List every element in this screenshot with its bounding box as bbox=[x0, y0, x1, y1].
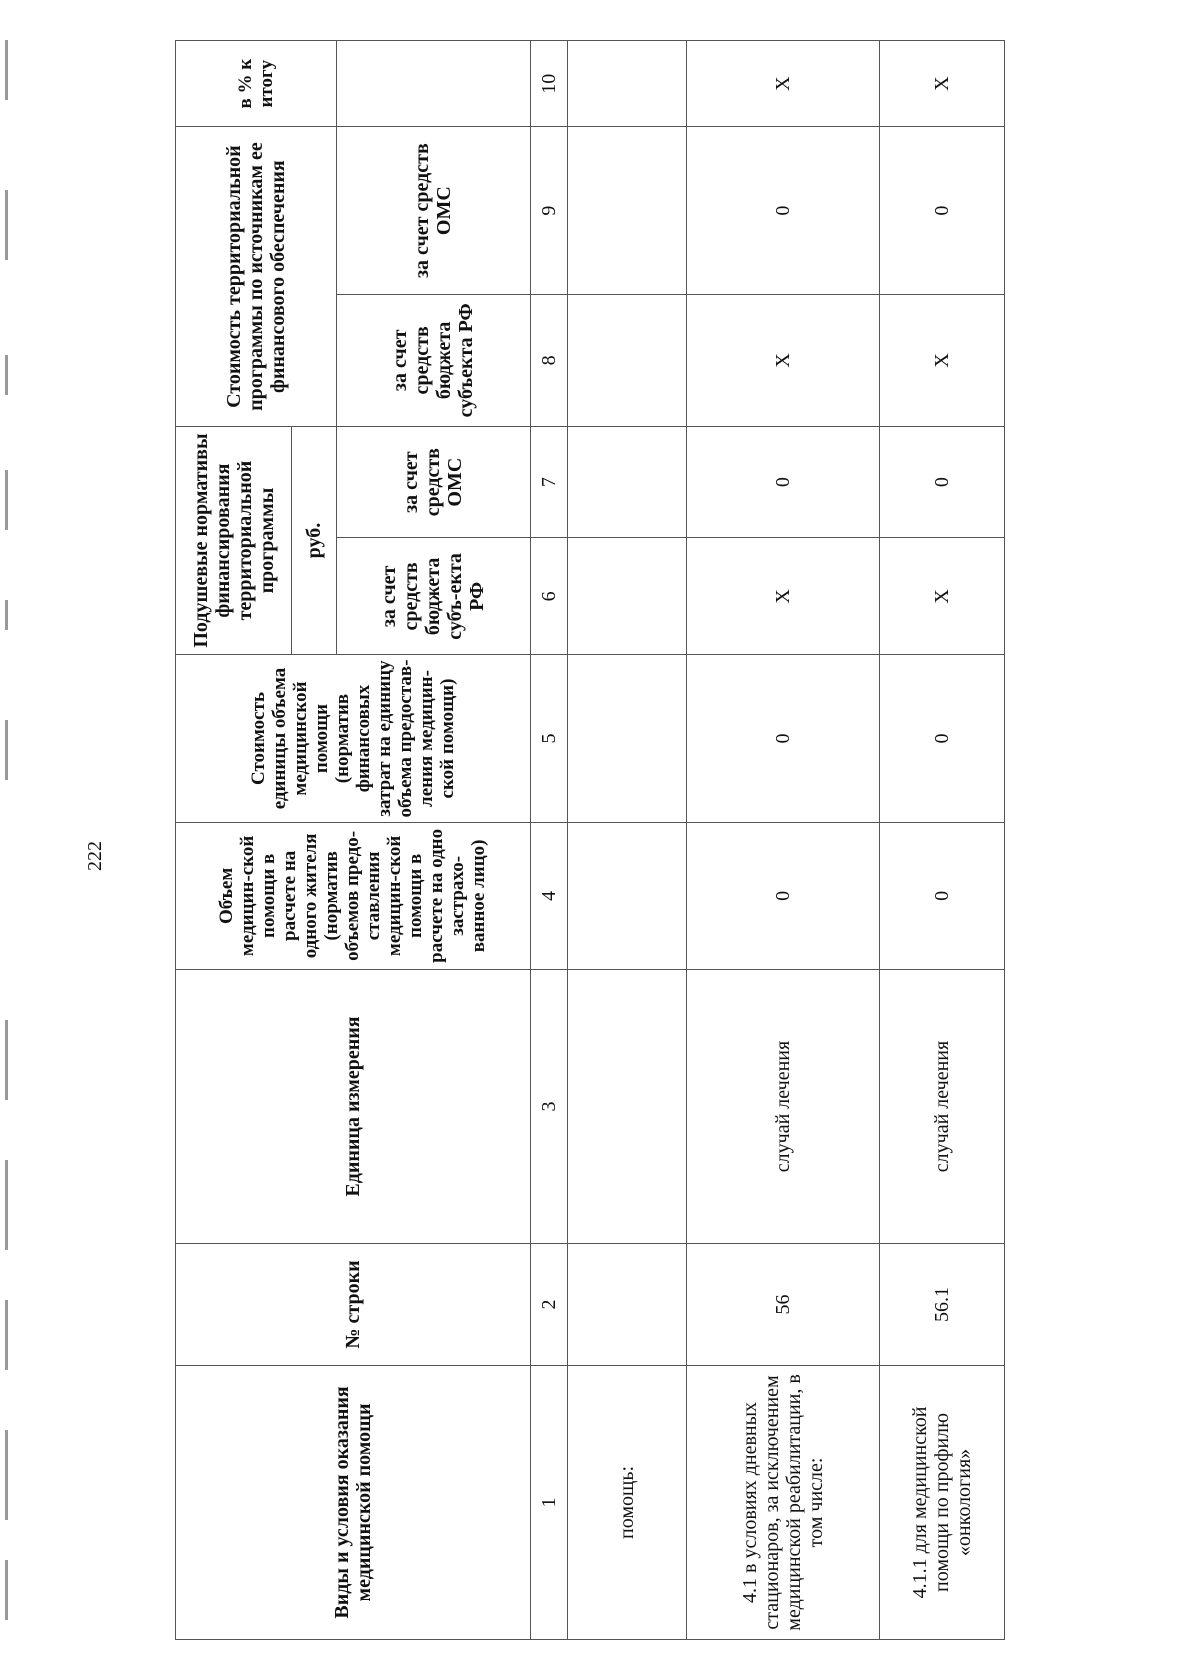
header-oms-rub: за счет средств ОМС bbox=[337, 426, 531, 538]
row-name: помощь: bbox=[568, 1365, 687, 1639]
header-program-cost: Стоимость территориальной программы по источникам ее финансового обеспечения bbox=[176, 127, 337, 426]
header-percent: в % к итогу bbox=[176, 41, 337, 127]
table-row bbox=[686, 41, 880, 1640]
row-name: 4.1.1 для медицинской помощи по профилю «онкология» bbox=[880, 1365, 1005, 1639]
row-budget-thousand bbox=[568, 294, 687, 426]
row-oms-thousand bbox=[568, 127, 687, 295]
row-oms-thousand: 0 bbox=[686, 127, 880, 295]
row-oms-rub: 0 bbox=[880, 426, 1005, 538]
row-oms-rub bbox=[568, 426, 687, 538]
header-unit: Единица измерения bbox=[176, 969, 531, 1243]
column-number: 3 bbox=[530, 969, 567, 1243]
table-row bbox=[880, 41, 1005, 1640]
row-budget-rub: X bbox=[880, 538, 1005, 655]
header-budget-thousand: за счет средств бюджета субъекта РФ bbox=[337, 294, 531, 426]
column-number: 9 bbox=[530, 127, 567, 295]
column-number: 6 bbox=[530, 538, 567, 655]
row-oms-thousand: 0 bbox=[880, 127, 1005, 295]
row-budget-thousand: X bbox=[686, 294, 880, 426]
page-number: 222 bbox=[84, 841, 106, 871]
row-number: 56.1 bbox=[880, 1244, 1005, 1366]
row-volume: 0 bbox=[880, 822, 1005, 969]
row-name: 4.1 в условиях дневных стационаров, за исключением медицинской реабилитации, в том числе: bbox=[686, 1365, 880, 1639]
row-volume: 0 bbox=[686, 822, 880, 969]
column-number: 7 bbox=[530, 426, 567, 538]
header-rub: руб. bbox=[292, 426, 337, 654]
column-number: 8 bbox=[530, 294, 567, 426]
row-cost bbox=[568, 655, 687, 823]
row-percent: X bbox=[880, 41, 1005, 127]
table-stage bbox=[175, 40, 1005, 1640]
row-unit bbox=[568, 969, 687, 1243]
header-per-capita: Подушевые нормативы финансирования территориальной программы bbox=[176, 426, 292, 654]
row-budget-thousand: X bbox=[880, 294, 1005, 426]
row-unit: случай лечения bbox=[686, 969, 880, 1243]
row-number: 56 bbox=[686, 1244, 880, 1366]
column-number: 2 bbox=[530, 1244, 567, 1366]
row-cost: 0 bbox=[686, 655, 880, 823]
table-row bbox=[568, 41, 687, 1640]
scan-edge-marks bbox=[2, 0, 12, 1661]
row-budget-rub bbox=[568, 538, 687, 655]
header-budget-rub: за счет средств бюджета субъ-екта РФ bbox=[337, 538, 531, 655]
column-number: 5 bbox=[530, 655, 567, 823]
header-oms-thousand: за счет средств ОМС bbox=[337, 127, 531, 295]
row-oms-rub: 0 bbox=[686, 426, 880, 538]
row-percent bbox=[568, 41, 687, 127]
financing-table bbox=[175, 40, 1005, 1640]
row-percent: X bbox=[686, 41, 880, 127]
row-number bbox=[568, 1244, 687, 1366]
header-row-no: № строки bbox=[176, 1244, 531, 1366]
header-kinds: Виды и условия оказания медицинской помощи bbox=[176, 1365, 531, 1639]
column-number: 10 bbox=[530, 41, 567, 127]
row-budget-rub: X bbox=[686, 538, 880, 655]
row-cost: 0 bbox=[880, 655, 1005, 823]
header-volume: Объем медицин-ской помощи в расчете на одного жителя (норматив объемов предо-ставления медицин-ской помощи в расчете на одно застрахо-ванное лицо) bbox=[176, 822, 531, 969]
row-unit: случай лечения bbox=[880, 969, 1005, 1243]
header-cost: Стоимость единицы объема медицинской помощи (норматив финансовых затрат на единицу объема предостав-ления медицин-ской помощи) bbox=[176, 655, 531, 823]
column-number: 1 bbox=[530, 1365, 567, 1639]
column-number: 4 bbox=[530, 822, 567, 969]
row-volume bbox=[568, 822, 687, 969]
rotated-table-wrapper bbox=[175, 40, 1005, 1640]
header-percent-empty bbox=[337, 41, 531, 127]
